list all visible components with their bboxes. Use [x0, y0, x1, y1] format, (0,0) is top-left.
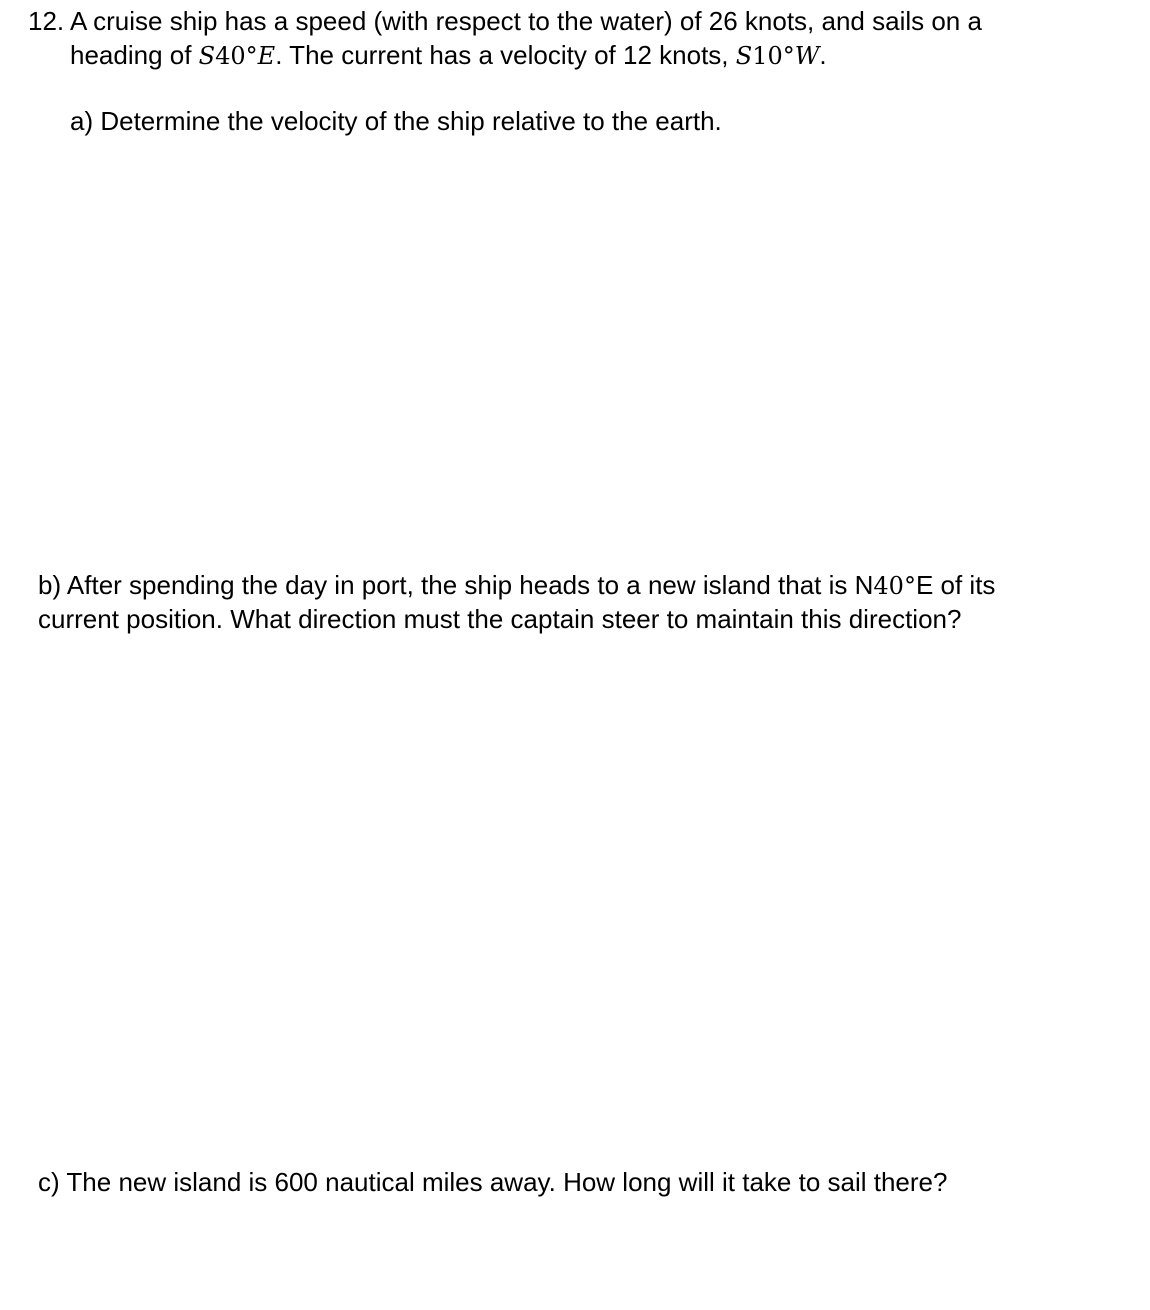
part-b-line-2: current position. What direction must the captain steer to maintain this direction? — [38, 604, 962, 634]
part-b-text-1: b) After spending the day in port, the ship heads to a new island that is N — [38, 570, 874, 600]
question-line-2 — [70, 38, 827, 73]
current-letter-1: S — [735, 42, 753, 70]
part-b-text-2: E of its — [915, 570, 996, 600]
question-text-line-1: A cruise ship has a speed (with respect to the water) of 26 knots, and sails on a — [70, 6, 982, 36]
question-number: 12. — [28, 6, 65, 36]
part-a: a) Determine the velocity of the ship relative to the earth. — [70, 106, 722, 136]
heading-letter-1: S — [198, 42, 216, 70]
part-b-angle — [873, 572, 916, 600]
heading-math — [199, 42, 276, 70]
current-math — [736, 42, 820, 70]
part-b-angle-value: 40° — [873, 572, 916, 600]
current-letter-2: W — [794, 42, 820, 70]
heading-prefix: heading of — [70, 40, 199, 70]
heading-letter-2: E — [257, 42, 276, 70]
line-2-period: . — [819, 40, 827, 70]
part-c: c) The new island is 600 nautical miles away. How long will it take to sail there? — [38, 1167, 948, 1197]
question-line-1 — [28, 4, 982, 38]
part-b-line-1 — [38, 568, 995, 603]
current-intro: . The current has a velocity of 12 knots, — [275, 40, 736, 70]
heading-angle: 40° — [215, 42, 258, 70]
current-angle: 10° — [752, 42, 795, 70]
